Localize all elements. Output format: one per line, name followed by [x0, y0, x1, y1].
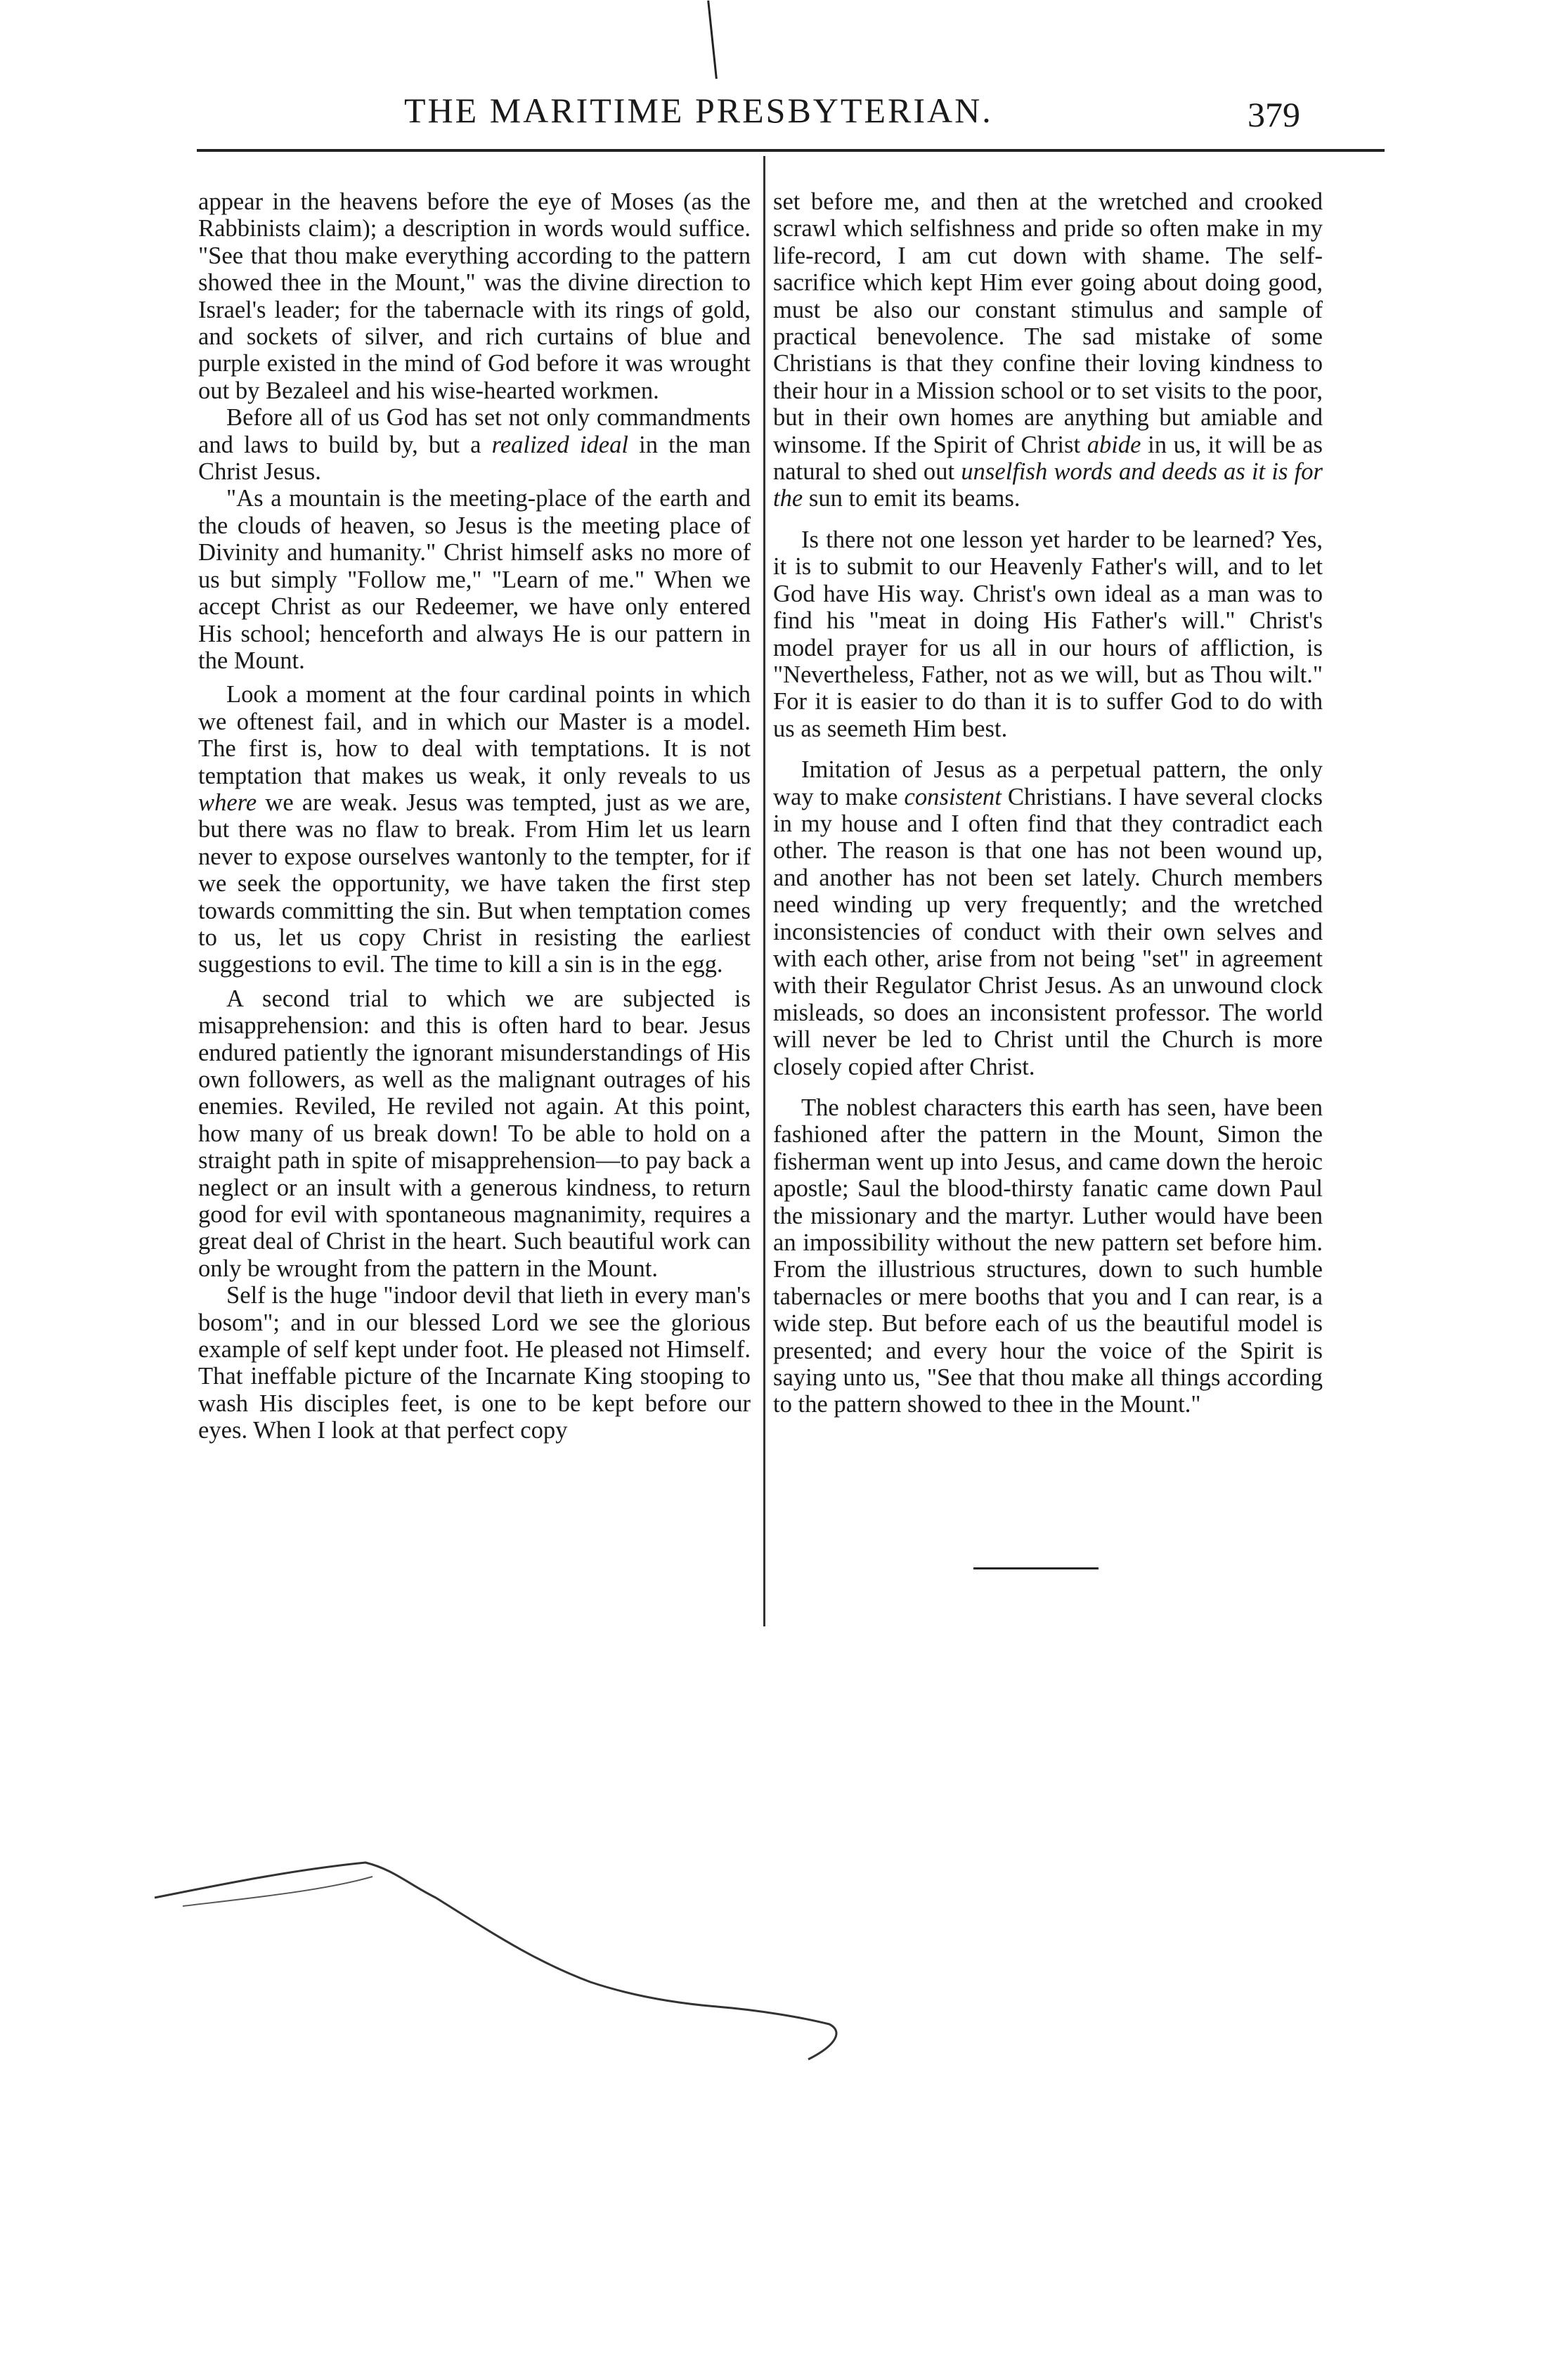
running-title: THE MARITIME PRESBYTERIAN. [404, 91, 993, 130]
paragraph: A second trial to which we are subjected is misapprehension: and this is often hard to bear. Jesus endured patiently the ignorant misunderstandings of His own followers, as well as the malignant outrages of his enemies. Reviled, He reviled not again. At this point, how many of us break down! To be able to hold on a straight path in spite of misapprehension—to pay back a neglect or an insult with a generous kindness, to return good for evil with spontaneous magnanimity, requires a great deal of Christ in the heart. Such beautiful work can only be wrought from the pattern in the Mount. [198, 985, 751, 1282]
paragraph: appear in the heavens before the eye of Moses (as the Rabbinists claim); a description in words would suffice. "See that thou make everything according to the pattern showed thee in the Mount," was the divine direction to Israel's leader; for the tabernacle with its rings of gold, and sockets of silver, and rich curtains of blue and purple existed in the mind of God before it was wrought out by Bezaleel and his wise-hearted workmen. [198, 188, 751, 404]
page-number: 379 [1248, 95, 1300, 134]
paragraph: Look a moment at the four cardinal points in which we oftenest fail, and in which our Master is a model. The first is, how to deal with temptations. It is not temptation that makes us weak, it only reveals to us where we are weak. Jesus was tempted, just as we are, but there was no flaw to break. From Him let us learn never to expose ourselves wantonly to the tempter, for if we seek the opportunity, we have taken the first step towards committing the sin. But when temptation comes to us, let us copy Christ in resisting the earliest suggestions to evil. The time to kill a sin is in the egg. [198, 681, 751, 978]
paragraph: set before me, and then at the wretched and crooked scrawl which selfishness and pride so often make in my life-record, I am cut down with shame. The self-sacrifice which kept Him ever going about doing good, must be also our constant stimulus and sample of practical benevolence. The sad mistake of some Christians is that they confine their loving kindness to their hour in a Mission school or to set visits to the poor, but in their own homes are anything but amiable and winsome. If the Spirit of Christ abide in us, it will be as natural to shed out unselfish words and deeds as it is for the sun to emit its beams. [773, 188, 1323, 512]
column-divider [763, 156, 765, 1626]
paragraph: Self is the huge "indoor devil that lieth in every man's bosom"; and in our blessed Lord we see the glorious example of self kept under foot. He pleased not Himself. That ineffable picture of the Incarnate King stooping to wash His disciples feet, is one to be kept before our eyes. When I look at that perfect copy [198, 1282, 751, 1444]
emphasis: abide [1087, 431, 1141, 458]
emphasis: consistent [904, 783, 1002, 810]
emphasis: where [198, 789, 257, 816]
end-rule [973, 1567, 1099, 1569]
emphasis: realized ideal [491, 431, 628, 458]
paragraph: The noblest characters this earth has seen, have been fashioned after the pattern in the Mount, Simon the fisherman went up into Jesus, and came down the heroic apostle; Saul the blood-thirsty fanatic came down Paul the missionary and the martyr. Luther would have been an impossibility without the new pattern set before him. From the illustrious structures, down to such humble tabernacles or mere booths that you and I can rear, is a wide step. But before each of us the beautiful model is presented; and every hour the voice of the Spirit is saying unto us, "See that thou make all things according to the pattern showed to thee in the Mount." [773, 1094, 1323, 1418]
page-header [190, 84, 1392, 148]
paragraph: "As a mountain is the meeting-place of the earth and the clouds of heaven, so Jesus is the meeting place of Divinity and humanity." Christ himself asks no more of us but simply "Follow me," "Learn of me." When we accept Christ as our Redeemer, we have only entered His school; henceforth and always He is our pattern in the Mount. [198, 485, 751, 674]
left-column [198, 188, 751, 1444]
paragraph: Imitation of Jesus as a perpetual pattern, the only way to make consistent Christians. I have several clocks in my house and I often find that they contradict each other. The reason is that one has not been wound up, and another has not been set lately. Church members need winding up very frequently; and the wretched inconsistencies of conduct with their own selves and with each other, arise from not being "set" in agreement with their Regulator Christ Jesus. As an unwound clock misleads, so does an inconsistent professor. The world will never be led to Christ until the Church is more closely copied after Christ. [773, 756, 1323, 1080]
paragraph: Is there not one lesson yet harder to be learned? Yes, it is to submit to our Heavenly Father's will, and to let God have His way. Christ's own ideal as a man was to find his "meat in doing His Father's will." Christ's model prayer for us all in our hours of affliction, is "Nevertheless, Father, not as we will, but as Thou wilt." For it is easier to do than it is to suffer God to do with us as seemeth Him best. [773, 526, 1323, 742]
pen-scribble [141, 1856, 984, 2066]
header-rule [197, 149, 1385, 152]
right-column [773, 188, 1323, 1418]
margin-pencil-mark [707, 0, 723, 79]
emphasis: unselfish words and deeds as it is for the [773, 458, 1323, 512]
paragraph: Before all of us God has set not only commandments and laws to build by, but a realized ideal in the man Christ Jesus. [198, 404, 751, 486]
